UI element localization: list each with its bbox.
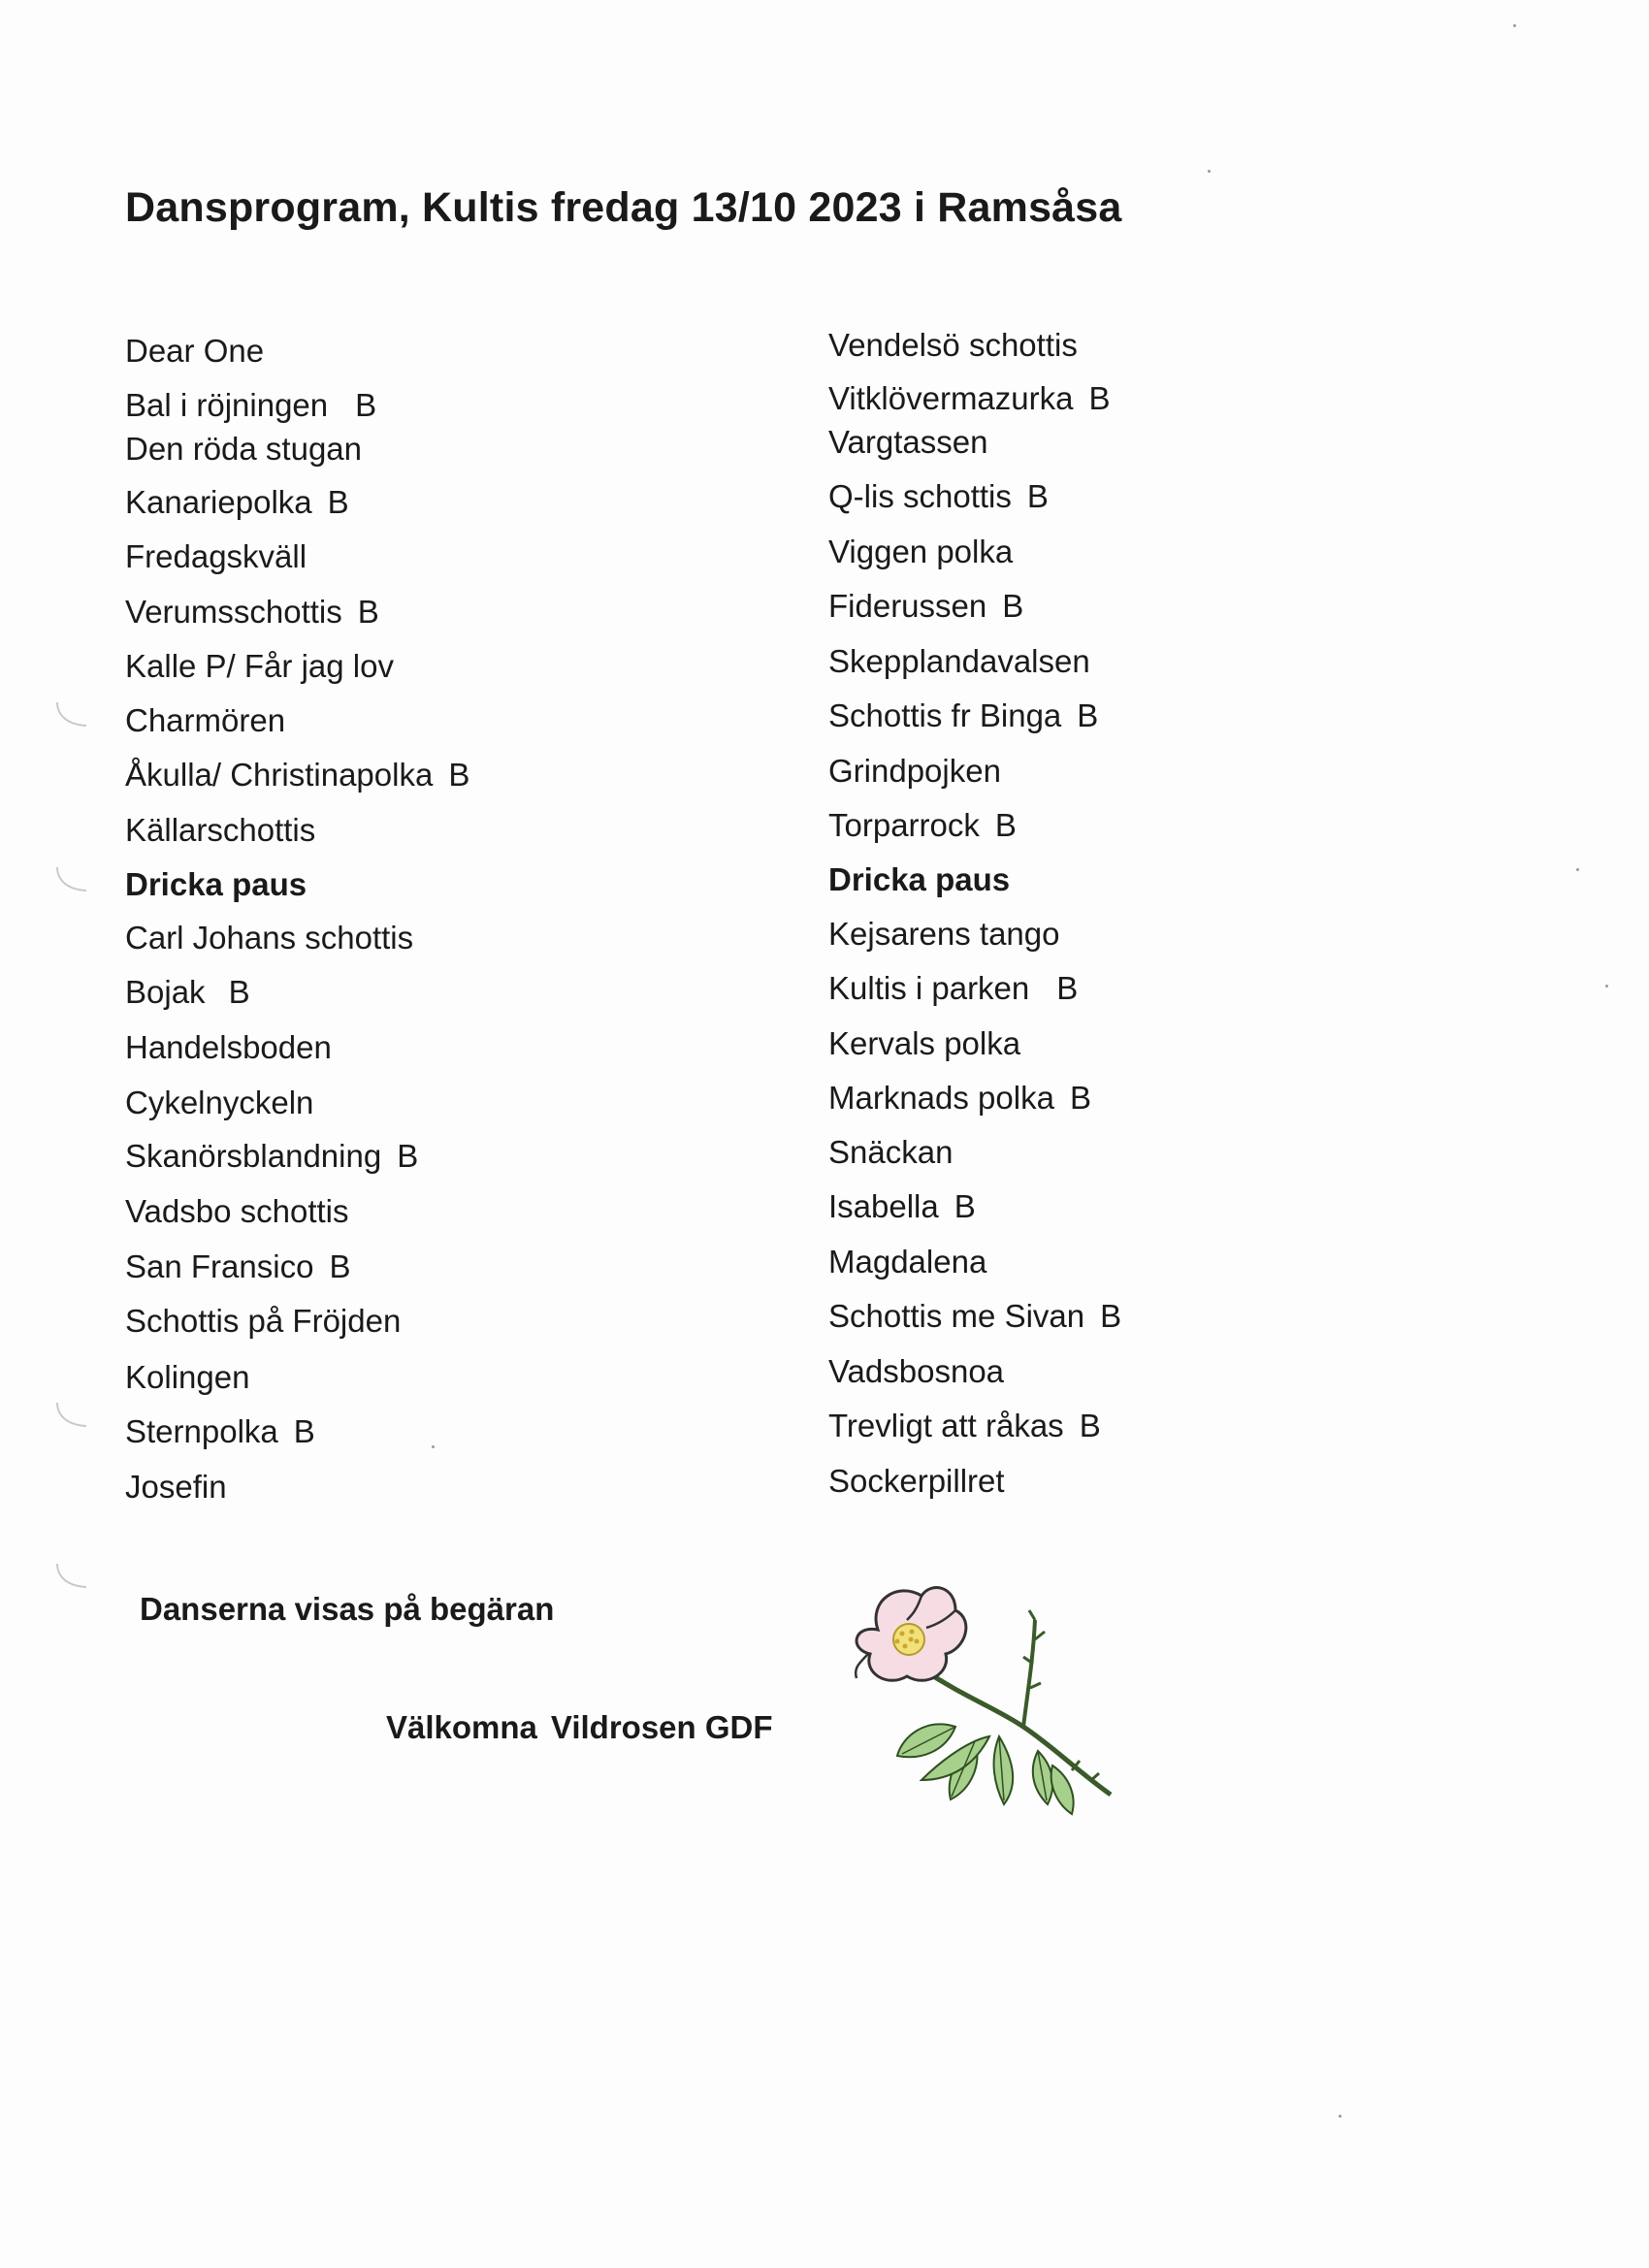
list-item: Schottis me Sivan B [828, 1298, 1122, 1334]
list-item: Sternpolka B [125, 1413, 315, 1449]
list-item: Dear One [125, 333, 265, 369]
list-item: Åkulla/ Christinapolka B [125, 757, 470, 793]
list-item: Kalle P/ Får jag lov [125, 648, 394, 684]
list-item: Vargtassen [828, 424, 988, 460]
punch-mark [52, 700, 91, 729]
list-item: Schottis fr Binga B [828, 697, 1099, 733]
list-item: Kejsarens tango [828, 916, 1060, 952]
scan-speck [1576, 868, 1579, 871]
list-item: Skanörsblandning B [125, 1138, 419, 1174]
list-item: Schottis på Fröjden [125, 1303, 402, 1339]
list-item: Viggen polka [828, 534, 1014, 569]
list-item: Vadsbo schottis [125, 1193, 349, 1229]
list-item: Handelsboden [125, 1029, 332, 1065]
list-item: Bojak B [125, 974, 250, 1010]
scan-speck [1605, 985, 1608, 988]
list-item-break: Dricka paus [125, 866, 307, 902]
list-item: Josefin [125, 1469, 227, 1505]
list-item: Marknads polka B [828, 1080, 1091, 1116]
list-item-break: Dricka paus [828, 861, 1011, 897]
list-item: Cykelnyckeln [125, 1085, 314, 1120]
scan-speck [432, 1445, 435, 1448]
list-item: Fiderussen B [828, 588, 1024, 624]
list-item: Kultis i parken B [828, 970, 1079, 1006]
punch-mark [52, 865, 91, 894]
footer-note: Danserna visas på begäran [140, 1591, 555, 1627]
punch-mark [52, 1562, 91, 1591]
list-item: Källarschottis [125, 812, 316, 848]
list-item: Kervals polka [828, 1025, 1021, 1061]
list-item: Vendelsö schottis [828, 327, 1078, 363]
list-item: Vitklövermazurka B [828, 380, 1111, 416]
welcome-line [386, 1709, 773, 1746]
welcome-text: Välkomna [386, 1709, 537, 1745]
club-name: Vildrosen GDF [550, 1709, 773, 1745]
scan-speck [1208, 170, 1211, 173]
list-item: Kolingen [125, 1359, 250, 1395]
punch-mark [52, 1401, 91, 1430]
list-item: Sockerpillret [828, 1463, 1005, 1499]
list-item: Den röda stugan [125, 431, 363, 467]
list-item: Vadsbosnoa [828, 1353, 1005, 1389]
page-title: Dansprogram, Kultis fredag 13/10 2023 i Ramsåsa [125, 184, 1122, 231]
list-item: Bal i röjningen B [125, 387, 377, 423]
list-item: Trevligt att råkas B [828, 1408, 1101, 1443]
list-item: Grindpojken [828, 753, 1001, 789]
list-item: Q-lis schottis B [828, 478, 1049, 514]
list-item: Skepplandavalsen [828, 643, 1090, 679]
scan-speck [1339, 2115, 1342, 2118]
list-item: Torparrock B [828, 807, 1017, 843]
list-item: Fredagskväll [125, 538, 307, 574]
wild-rose-illustration [829, 1571, 1140, 1843]
list-item: Isabella B [828, 1188, 976, 1224]
list-item: Kanariepolka B [125, 484, 349, 520]
list-item: Magdalena [828, 1244, 987, 1280]
list-item: Verumsschottis B [125, 594, 379, 630]
list-item: Carl Johans schottis [125, 920, 414, 956]
list-item: Snäckan [828, 1134, 954, 1170]
list-item: Charmören [125, 702, 286, 738]
scan-speck [1513, 24, 1516, 27]
list-item: San Fransico B [125, 1248, 351, 1284]
